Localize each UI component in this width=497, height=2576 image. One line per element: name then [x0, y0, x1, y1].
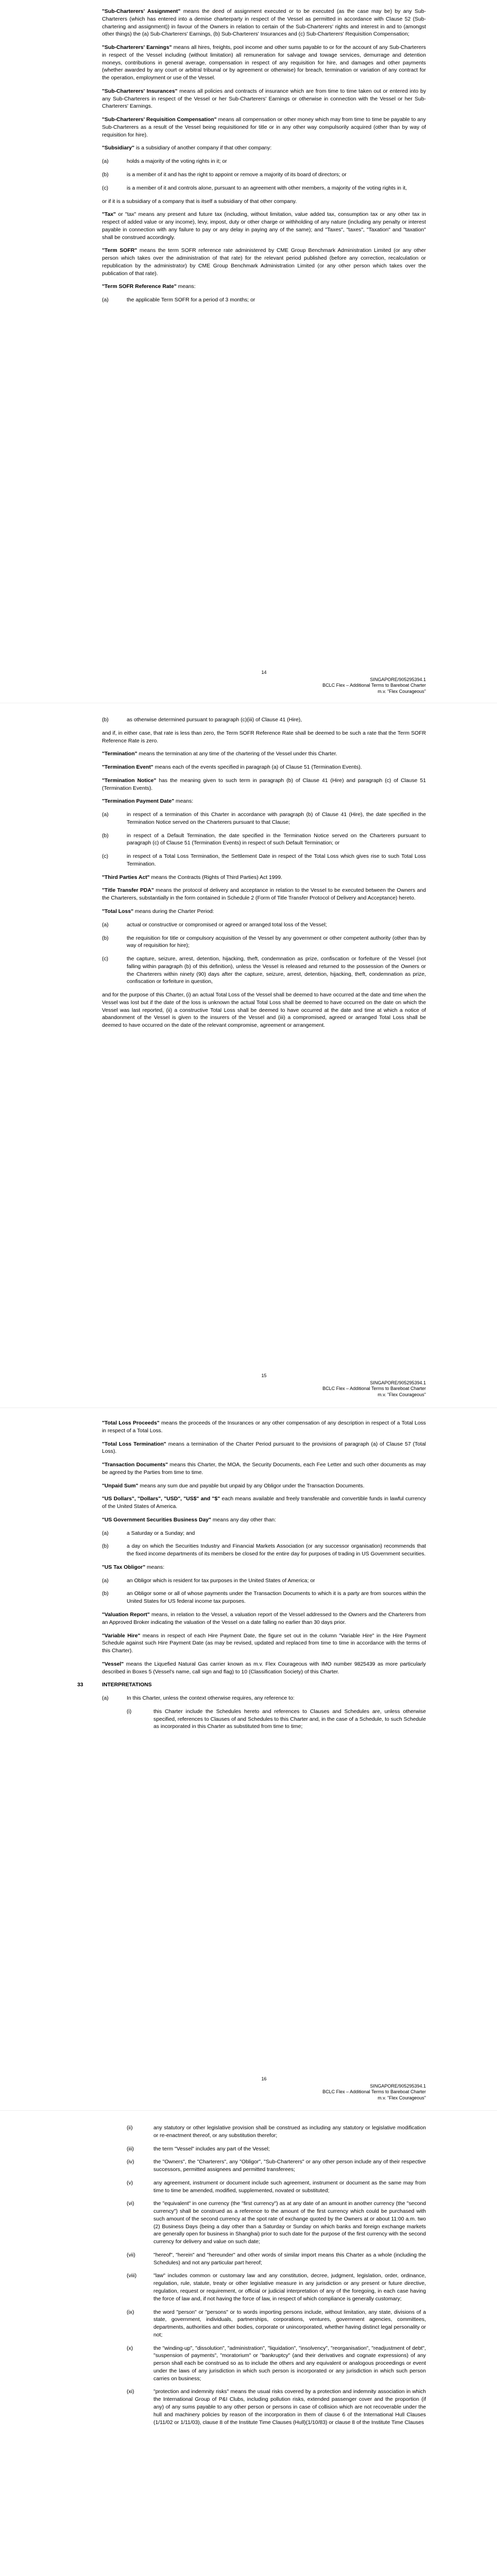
list-item [102, 1590, 426, 1606]
paragraph-text: means during the Charter Period: [133, 909, 214, 915]
vessel-name: m.v. "Flex Courageous" [378, 689, 426, 694]
list-item-label: (a) [102, 297, 109, 303]
list-item-text: the "winding-up", "dissolution", "administration", "liquidation", "insolvency", "reorganisation", "readjustment of debt", "suspension of payments", "moratorium" or "bankruptcy" (and their derivatives and cognate expressions) of any person shall each be construed so as to include the others and any equivalent or analogous proceedings or event under the laws of any jurisdiction in which such person is incorporated or any jurisdiction in which such person carries on business; [153, 2345, 426, 2382]
list-item-text: the word "person" or "persons" or to words importing persons include, without limitation, any state, divisions of a state, government, individuals, partnerships, corporations, ventures, government agencies, committees, departments, authorities and other bodies, corporate or unincorporated, whether having distinct legal personality or not; [153, 2309, 426, 2338]
section-heading [77, 1682, 426, 1689]
definition-paragraph [102, 1462, 426, 1477]
definition-paragraph [102, 887, 426, 903]
list-item-text: in respect of a termination of this Charter in accordance with paragraph (b) of Clause 41 (Hire), the date specified in the Termination Notice served on the Charterers pursuant to that Clause; [127, 812, 426, 825]
list-item [127, 2159, 426, 2174]
list-item-label: (v) [127, 2180, 133, 2186]
list-item [102, 297, 426, 304]
defined-term: "Tax" [102, 212, 116, 218]
definition-paragraph [102, 283, 426, 291]
list-item [102, 833, 426, 848]
list-item-label: (b) [102, 172, 109, 178]
section-title: INTERPRETATIONS [102, 1682, 152, 1688]
list-item-label: (b) [102, 1591, 109, 1597]
paragraph-text: means a termination of the Charter Period pursuant to the provisions of paragraph (a) of Clause 57 (Total Loss). [102, 1441, 426, 1455]
list-item-text: this Charter include the Schedules hereto and references to Clauses and Schedules are, unless otherwise specified, references to Clauses of and Schedules to this Charter and, in the case of a Schedule, to such Schedule as incorporated in this Charter as substituted from time to time; [153, 1708, 426, 1730]
defined-term: "Valuation Report" [102, 1612, 150, 1618]
defined-term: "Termination Notice" [102, 777, 157, 784]
list-item [102, 1543, 426, 1558]
defined-term: "Termination Event" [102, 765, 153, 771]
list-item-text: the "Owners", the "Charterers", any "Obligor", "Sub-Charterers" or any other person include any of their respective successors, permitted assignees and permitted transferees; [153, 2159, 426, 2173]
list-item-text: is a member of it and controls alone, pursuant to an agreement with other members, a majority of the voting rights in it, [127, 185, 407, 191]
list-item-label: (b) [102, 833, 109, 839]
definition-paragraph [102, 1441, 426, 1456]
list-item-label: (vii) [127, 2252, 135, 2258]
definition-paragraph [102, 211, 426, 242]
paragraph-text: means all policies and contracts of insurance which are from time to time taken out or entered into by any Sub-Charterers in respect of the Vessel or her Sub-Charterers' Earnings or otherwise in connection with the Vessel or her Sub-Charterers' Earnings. [102, 88, 426, 110]
list-item [102, 1530, 426, 1538]
list-item-text: a day on which the Securities Industry and Financial Markets Association (or any successor organisation) recommends that the fixed income departments of its members be closed for the entire day for purposes of trading in US Government securities. [127, 1544, 426, 1557]
definition-paragraph [102, 145, 426, 152]
list-item [102, 1578, 426, 1585]
list-item [102, 956, 426, 986]
list-item-text: the requisition for title or compulsory acquisition of the Vessel by any government or other competent authority (other than by way of requisition for hire); [127, 935, 426, 949]
list-item-label: (a) [102, 812, 109, 818]
paragraph-text: means the proceeds of the Insurances or any other compensation of any description in respect of a Total Loss in respect of a Total Loss. [102, 1420, 426, 1434]
list-item-label: (a) [102, 1696, 109, 1702]
definition-paragraph [102, 8, 426, 39]
list-item [127, 2200, 426, 2246]
paragraph-text: and for the purpose of this Charter, (i) an actual Total Loss of the Vessel shall be deemed to have occurred at the date and time when the Vessel was lost but if the date of the loss is unknown the actual Total Loss shall be deemed to have occurred on the date on which the Vessel was last reported, (ii) a constructive Total Loss shall be deemed to have occurred at the date and time at which a notice of abandonment of the Vessel is given to the insurers of the Vessel and (iii) a compromised, agreed or arranged Total Loss shall be deemed to have occurred on the date of the relevant compromise, agreement or arrangement. [102, 992, 426, 1029]
paragraph-text: means: [145, 1564, 165, 1570]
definition-paragraph [102, 908, 426, 916]
defined-term: "Termination Payment Date" [102, 799, 175, 805]
list-item-text: any agreement, instrument or document include such agreement, instrument or document as the same may from time to time be amended, modified, supplemented, novated or substituted; [153, 2180, 426, 2194]
list-item-text: is a member of it and has the right to appoint or remove a majority of its board of directors; or [127, 172, 347, 178]
document-page-15 [0, 708, 497, 1036]
defined-term: "Unpaid Sum" [102, 1483, 139, 1489]
paragraph-text: or "tax" means any present and future tax (including, without limitation, value added tax, consumption tax or any other tax in respect of added value or any income), levy, impost, duty or other charge or withholding of any nature (including any penalty or interest payable in connection with any failure to pay or any delay in paying any of the same); and "Taxes", "taxes", "Taxation" and "taxation" shall be construed accordingly. [102, 212, 426, 241]
list-item-text: "protection and indemnity risks" means the usual risks covered by a protection and indemnity association in which the International Group of P&I Clubs, including pollution risks, extended passenger cover and the proportion (if any) of any sums payable to any other person or persons in case of collision which are not recoverable under the hull and machinery policies by reason of the incorporation in them of clause 6 of the International Hull Clauses (1/11/02 or 1/11/03), clause 8 of the Institute Time Clauses (Hull)(1/10/83) or clause 8 of the Institute Time Clauses [153, 2389, 426, 2426]
paragraph-text: means the termination at any time of the chartering of the Vessel under this Charter. [137, 751, 337, 757]
section-number: 33 [77, 1682, 83, 1688]
list-item-label: (c) [102, 854, 109, 860]
list-item [127, 2125, 426, 2140]
definition-paragraph [102, 1420, 426, 1435]
list-item [102, 158, 426, 166]
paragraph-text: and if, in either case, that rate is less than zero, the Term SOFR Reference Rate shall be deemed to be such a rate that the Term SOFR Reference Rate is zero. [102, 730, 426, 744]
page-footer-16 [102, 2076, 426, 2102]
definition-paragraph [102, 44, 426, 82]
document-page-16 [0, 1412, 497, 1737]
page-footer-14 [102, 670, 426, 695]
paragraph-text: is a subsidiary of another company if that other company: [134, 145, 272, 151]
defined-term: "US Tax Obligor" [102, 1564, 146, 1570]
paragraph-text: means: [174, 799, 194, 805]
definition-paragraph [102, 1633, 426, 1655]
vessel-name: m.v. "Flex Courageous" [378, 1392, 426, 1398]
list-item-label: (vi) [127, 2201, 134, 2207]
list-item-label: (b) [102, 1544, 109, 1550]
list-item-label: (a) [102, 1578, 109, 1584]
list-item-text: any statutory or other legislative provision shall be construed as including any statutory or legislative modification or re-enactment thereof, or any substitution therefor; [153, 2125, 426, 2139]
definition-paragraph [102, 798, 426, 806]
list-item-label: (b) [102, 935, 109, 941]
list-item [127, 2388, 426, 2427]
defined-term: "Transaction Documents" [102, 1462, 168, 1468]
document-subtitle: BCLC Flex – Additional Terms to Bareboat Charter [322, 1386, 426, 1392]
definition-paragraph [102, 247, 426, 278]
paragraph-text: means, in relation to the Vessel, a valuation report of the Vessel addressed to the Owners and the Charterers from an Approved Broker indicating the valuation of the Vessel on a date falling no earlier than 30 days prior. [102, 1612, 426, 1625]
defined-term: "Sub-Charterers' Requisition Compensation" [102, 117, 217, 123]
page-number: 16 [261, 2076, 267, 2081]
document-ref: SINGAPORE/905295394.1 [370, 2083, 426, 2089]
list-item-text: actual or constructive or compromised or agreed or arranged total loss of the Vessel; [127, 922, 327, 928]
defined-term: "Sub-Charterers' Assignment" [102, 9, 181, 14]
defined-term: "Total Loss Proceeds" [102, 1420, 160, 1426]
list-item-text: holds a majority of the voting rights in it; or [127, 159, 227, 165]
list-item-text: the term "Vessel" includes any part of the Vessel; [153, 2146, 270, 2152]
list-item-label: (c) [102, 956, 109, 962]
list-item [102, 172, 426, 179]
definition-paragraph [102, 198, 426, 206]
paragraph-text: has the meaning given to such term in paragraph (b) of Clause 41 (Hire) and paragraph (c) of Clause 51 (Termination Events). [102, 777, 426, 791]
list-item-label: (i) [127, 1708, 132, 1715]
list-item [127, 2146, 426, 2154]
paragraph-text: means the deed of assignment executed or to be executed (as the case may be) by any Sub-Charterers (which has entered into a demise charterparty in respect of the Vessel as permitted in accordance with Clause 52 (Sub-chartering and assignment)) in favour of the Owners in relation to certain of the Sub-Charterers' rights and interest in and to (amongst other things) the (a) Sub-Charterers' Earnings, (b) Sub-Charterers' Insurances and (c) Sub-Charterers' Requisition Compensation; [102, 9, 426, 38]
list-item-text: an Obligor some or all of whose payments under the Transaction Documents to which it is a party are from sources within the United States for US federal income tax purposes. [127, 1591, 426, 1605]
list-item-text: an Obligor which is resident for tax purposes in the United States of America; or [127, 1578, 315, 1584]
list-item-label: (a) [102, 1530, 109, 1536]
list-item-text: in respect of a Default Termination, the date specified in the Termination Notice served on the Charterers pursuant to paragraph (c) of Clause 51 (Termination Events) in respect of such Default Termination; or [127, 833, 426, 846]
list-item [102, 717, 426, 724]
list-item-text: a Saturday or a Sunday; and [127, 1530, 195, 1536]
list-item-label: (xi) [127, 2389, 134, 2395]
document-subtitle: BCLC Flex – Additional Terms to Bareboat Charter [322, 2089, 426, 2095]
paragraph-text: means: [176, 284, 196, 290]
definition-paragraph [102, 874, 426, 882]
document-page-14 [0, 0, 497, 310]
definition-paragraph [102, 1661, 426, 1676]
definition-paragraph [102, 751, 426, 758]
defined-term: "Total Loss Termination" [102, 1441, 166, 1447]
paragraph-text: means the Liquefied Natural Gas carrier known as m.v. Flex Courageous with IMO number 9825439 as more particularly described in Boxes 5 (Vessel's name, call sign and flag) to 10 (Classification Society) of this Charter. [102, 1661, 426, 1675]
page-footer-15 [102, 1373, 426, 1398]
list-item-text: in respect of a Total Loss Termination, the Settlement Date in respect of the Total Loss which gives rise to such Total Loss Termination. [127, 854, 426, 867]
defined-term: "Title Transfer PDA" [102, 888, 154, 894]
definition-paragraph [102, 1564, 426, 1572]
list-item [102, 811, 426, 827]
defined-term: "US Government Securities Business Day" [102, 1517, 211, 1523]
list-item [102, 853, 426, 869]
defined-term: "Variable Hire" [102, 1633, 141, 1639]
list-item [102, 935, 426, 951]
definition-paragraph [102, 1612, 426, 1627]
list-item [127, 2180, 426, 2195]
list-item-text: the applicable Term SOFR for a period of 3 months; or [127, 297, 255, 303]
paragraph-text: or if it is a subsidiary of a company that is itself a subsidiary of that other company. [102, 198, 297, 205]
paragraph-text: each means available and freely transferable and convertible funds in lawful currency of the United States of America. [102, 1496, 426, 1510]
defined-term: "Vessel" [102, 1661, 124, 1667]
list-item [102, 185, 426, 193]
defined-term: "Termination" [102, 751, 138, 757]
paragraph-text: means the term SOFR reference rate administered by CME Group Benchmark Administration Limited (or any other person which takes over the administration of that rate) for the relevant period published (before any correction, recalculation or republication by the administrator) by CME Group Benchmark Administration Limited (or any other person which takes over the publication of that rate). [102, 248, 426, 277]
list-item-label: (c) [102, 185, 109, 191]
definition-paragraph [102, 730, 426, 745]
paragraph-text: means this Charter, the MOA, the Security Documents, each Fee Letter and such other documents as may be agreed by the Parties from time to time. [102, 1462, 426, 1476]
list-item-label: (viii) [127, 2273, 137, 2279]
list-item-label: (ix) [127, 2309, 134, 2315]
list-item-text: as otherwise determined pursuant to paragraph (c)(iii) of Clause 41 (Hire), [127, 717, 302, 723]
page-number: 14 [261, 670, 267, 675]
definition-paragraph [102, 88, 426, 111]
defined-term: "Subsidiary" [102, 145, 134, 151]
defined-term: "Total Loss" [102, 909, 134, 915]
list-item [127, 2252, 426, 2267]
list-item-label: (a) [102, 922, 109, 928]
paragraph-text: means any sum due and payable but unpaid by any Obligor under the Transaction Documents. [138, 1483, 365, 1489]
paragraph-text: means all hires, freights, pool income and other sums payable to or for the account of any Sub-Charterers in respect of the Vessel including (without limitation) all remuneration for salvage and towage services, demurrage and detention moneys, contributions in general average, compensation in respect of any requisition for hire, and damages and other payments (whether awarded by any court or arbitral tribunal or by agreement or otherwise) for breach, termination or variation of any contract for the operation, employment or use of the Vessel. [102, 45, 426, 81]
document-ref: SINGAPORE/905295394.1 [370, 676, 426, 682]
list-item-text: the capture, seizure, arrest, detention, hijacking, theft, condemnation as prize, confiscation or forfeiture of the Vessel (not falling within paragraph (b) of this definition), unless the Vessel is released and returned to the possession of the Owners or the Charterers within ninety (90) days after the capture, seizure, arrest, detention, hijacking, theft, condemnation as prize, confiscation or forfeiture in question, [127, 956, 426, 985]
definition-paragraph [102, 116, 426, 139]
list-item [102, 922, 426, 929]
definition-paragraph [102, 1517, 426, 1524]
paragraph-text: means all compensation or other money which may from time to time be payable to any Sub-Charterers as a result of the Vessel being requisitioned for title or in any other way compulsorily acquired (other than by way of requisition for hire). [102, 117, 426, 138]
page-number: 15 [261, 1373, 267, 1378]
vessel-name: m.v. "Flex Courageous" [378, 2095, 426, 2101]
list-item-label: (b) [102, 717, 109, 723]
document-ref: SINGAPORE/905295394.1 [370, 1380, 426, 1385]
definition-paragraph [102, 1496, 426, 1511]
list-item [127, 2345, 426, 2383]
page-divider [0, 2110, 497, 2111]
list-item [127, 1708, 426, 1731]
list-item-text: "law" includes common or customary law and any constitution, decree, judgment, legislation, order, ordinance, regulation, rule, statute, treaty or other legislative measure in any jurisdiction or any present or future directive, regulation, request or requirement, or official or judicial interpretation of any of the foregoing, in each case having the force of law and, if not having the force of law, in respect of which compliance is generally customary; [153, 2273, 426, 2302]
list-item-label: (iv) [127, 2159, 134, 2165]
list-item-text: "hereof", "herein" and "hereunder" and other words of similar import means this Charter as a whole (including the Schedules) and not any particular part hereof; [153, 2252, 426, 2266]
definition-paragraph [102, 777, 426, 793]
definition-paragraph [102, 1483, 426, 1490]
list-item-label: (x) [127, 2345, 133, 2351]
document-page-17 [0, 2116, 497, 2432]
paragraph-text: means the Contracts (Rights of Third Parties) Act 1999. [149, 874, 283, 880]
list-item [127, 2273, 426, 2303]
list-item [127, 2309, 426, 2340]
definition-paragraph [102, 992, 426, 1030]
defined-term: "Third Parties Act" [102, 874, 150, 880]
paragraph-text: means any day other than: [211, 1517, 276, 1523]
defined-term: "Term SOFR Reference Rate" [102, 284, 177, 290]
definition-paragraph [102, 764, 426, 772]
paragraph-text: means the protocol of delivery and acceptance in relation to the Vessel to be executed between the Owners and the Charterers, substantially in the form contained in Schedule 2 (Form of Title Transfer Protocol of Delivery and Acceptance) hereto. [102, 888, 426, 902]
list-item [102, 1695, 426, 1703]
defined-term: "Sub-Charterers' Earnings" [102, 45, 172, 51]
list-item-label: (iii) [127, 2146, 134, 2152]
list-item-label: (a) [102, 159, 109, 165]
defined-term: "US Dollars", "Dollars", "USD", "US$" and "$" [102, 1496, 220, 1502]
document-subtitle: BCLC Flex – Additional Terms to Bareboat Charter [322, 683, 426, 688]
paragraph-text: means each of the events specified in paragraph (a) of Clause 51 (Termination Events). [153, 765, 362, 771]
paragraph-text: means in respect of each Hire Payment Date, the figure set out in the column "Variable Hire" in the Hire Payment Schedule against such Hire Payment Date (as may be revised, updated and replaced from time to time in accordance with the terms of this Charter). [102, 1633, 426, 1654]
list-item-text: the "equivalent" in one currency (the "first currency") as at any date of an amount in another currency (the "second currency") shall be construed as a reference to the amount of the first currency which could be purchased with such amount of the second currency at the spot rate of exchange quoted by the Owners at or about 11:00 a.m. two (2) Business Days (being a day other than a Saturday or Sunday on which banks and foreign exchange markets are generally open for business in Shanghai) prior to such date for the purpose of the first currency with the second currency for delivery and value on such date; [153, 2201, 426, 2245]
list-item-label: (ii) [127, 2125, 133, 2131]
defined-term: "Term SOFR" [102, 248, 138, 254]
list-item-text: In this Charter, unless the context otherwise requires, any reference to: [127, 1696, 295, 1702]
defined-term: "Sub-Charterers' Insurances" [102, 88, 178, 94]
